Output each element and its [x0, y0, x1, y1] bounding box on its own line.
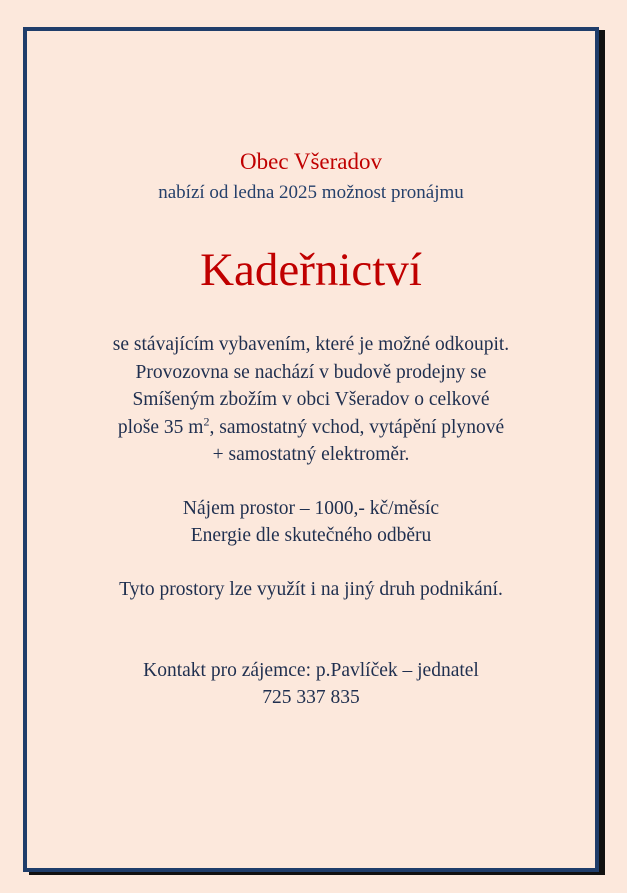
description-line-1: se stávajícím vybavením, které je možné odkoupit.: [112, 334, 510, 355]
contact-phone: 725 337 835: [262, 687, 360, 708]
offer-subheading: nabízí od ledna 2025 možnost pronájmu: [158, 182, 464, 203]
poster-title: Kadeřnictví: [200, 244, 422, 296]
description-line-4: [27, 414, 595, 439]
entrance-heating-text: , samostatný vchod, vytápění plynové: [209, 417, 505, 438]
contact-person: Kontakt pro zájemce: p.Pavlíček – jednatel: [143, 660, 479, 681]
description-line-2: Provozovna se nachází v budově prodejny se: [135, 362, 487, 383]
description-line-5: + samostatný elektroměr.: [212, 444, 410, 465]
rent-price: Nájem prostor – 1000,- kč/měsíc: [182, 498, 440, 519]
description-line-3: Smíšeným zbožím v obci Všeradov o celkové: [132, 389, 490, 410]
area-superscript: 2: [203, 414, 210, 429]
energy-note: Energie dle skutečného odběru: [190, 525, 432, 546]
usage-note: Tyto prostory lze využít i na jiný druh podnikání.: [119, 579, 503, 600]
area-text: ploše 35 m: [117, 417, 204, 438]
poster-frame: [23, 27, 599, 872]
municipality-heading: Obec Všeradov: [240, 149, 382, 174]
